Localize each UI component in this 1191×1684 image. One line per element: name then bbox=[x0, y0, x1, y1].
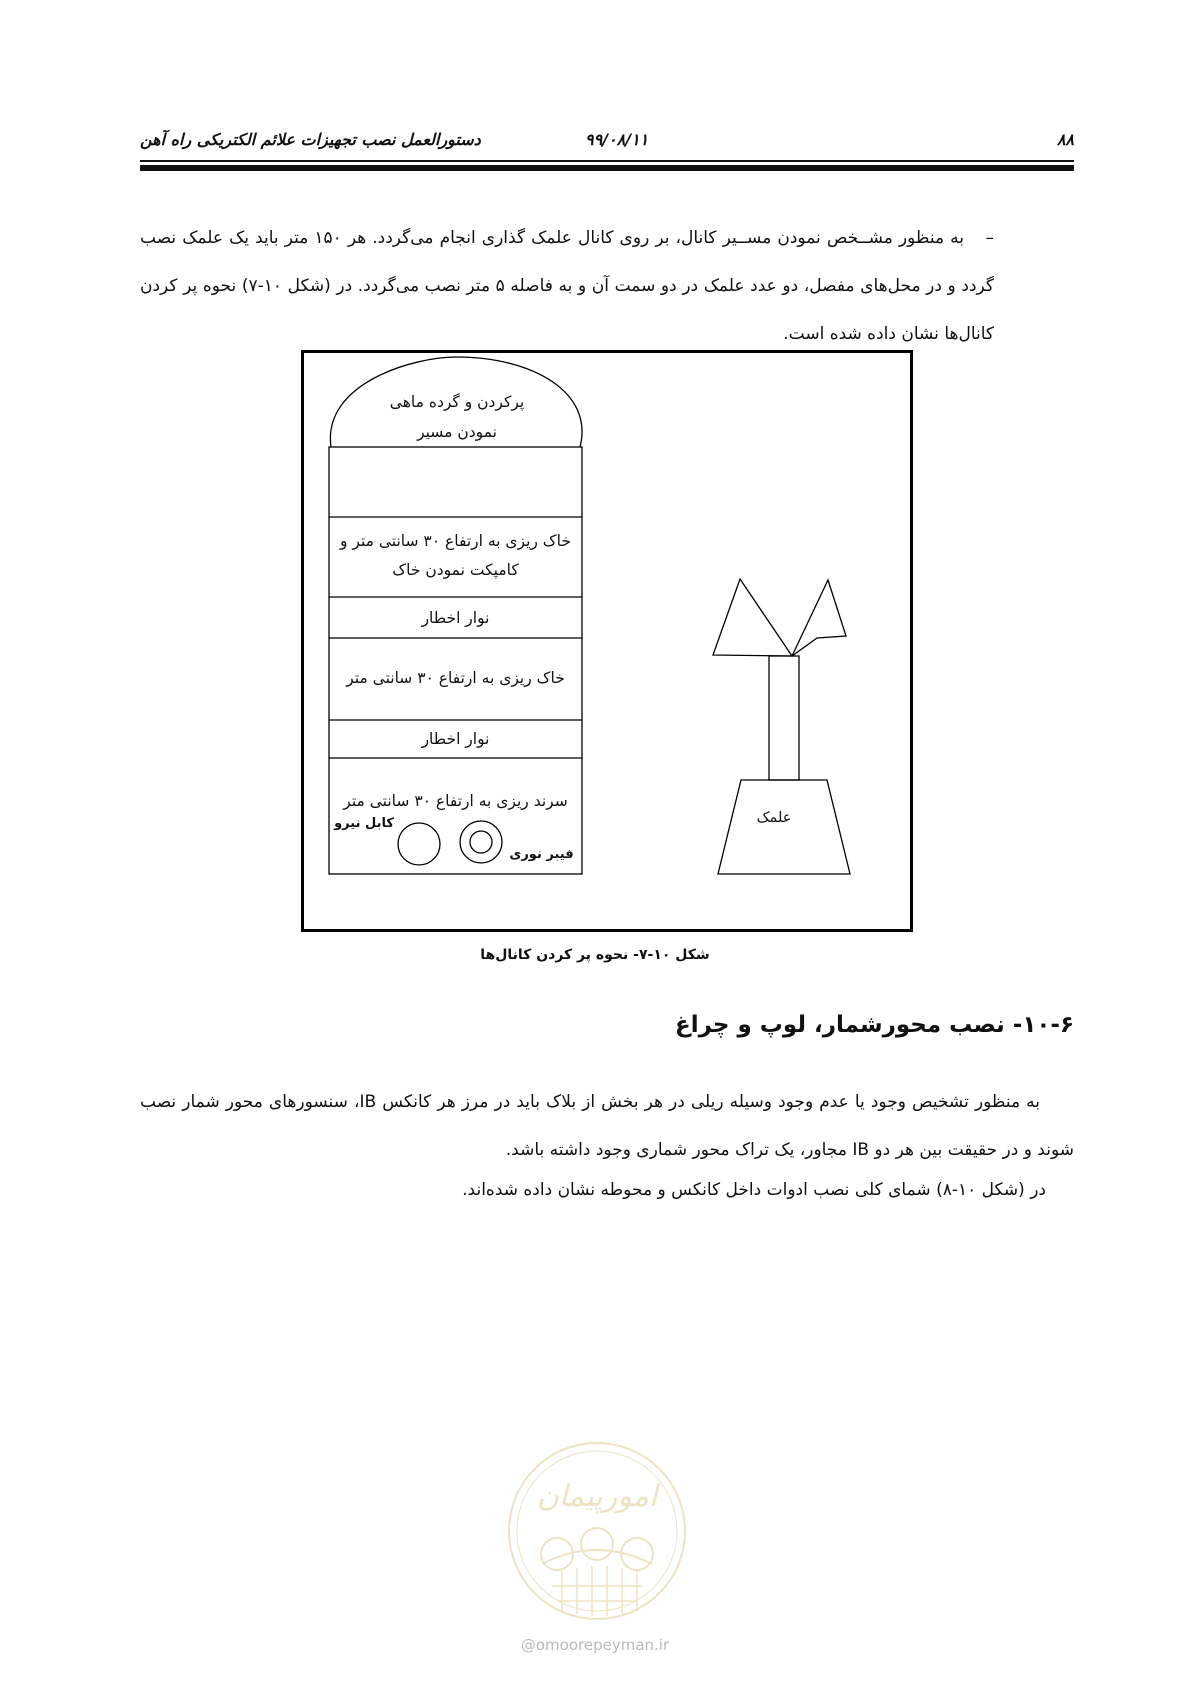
warning-tape-1-label: نوار اخطار bbox=[421, 609, 490, 627]
watermark-logo-text: امورپیمان bbox=[536, 1479, 658, 1514]
body-paragraph-2: به منظور تشخیص وجود یا عدم وجود وسیله ریلی در هر بخش از بلاک باید در مرز هر کانکس IB، سنسورهای محور شمار نصب شوند و در حقیقت بین هر دو IB مجاور، یک تراک محور شماری وجود داشته باشد. bbox=[140, 1092, 1074, 1160]
figure-caption: شکل ۱۰-۷- نحوه پر کردن کانال‌ها bbox=[480, 947, 710, 963]
power-cable-label: کابل نیرو bbox=[334, 816, 394, 831]
soil-layer-1-line-1: خاک ریزی به ارتفاع ۳۰ سانتی متر و bbox=[340, 532, 571, 550]
header-rule-thin bbox=[140, 160, 1074, 162]
soil-layer-1-line-2: کامپکت نمودن خاک bbox=[392, 561, 519, 579]
fiber-optic-inner-circle bbox=[470, 831, 492, 853]
page-number: ۸۸ bbox=[1056, 130, 1074, 149]
sand-layer-label: سرند ریزی به ارتفاع ۳۰ سانتی متر bbox=[343, 792, 568, 810]
channel-filling-figure bbox=[301, 350, 913, 932]
fiber-optic-outer-circle bbox=[460, 821, 502, 863]
dome-label-2: نمودن مسیر bbox=[417, 423, 497, 441]
section-heading: ۱۰-۶- نصب محورشمار، لوپ و چراغ bbox=[675, 1012, 1074, 1038]
intro-paragraph-text: به منظور مشــخص نمودن مســیر کانال، بر روی کانال علمک گذاری انجام می‌گردد. هر ۱۵۰ متر باید یک علمک نصب گردد و در محل‌های مفصل، دو عدد علمک در دو سمت آن و به فاصله ۵ متر نصب می‌گردد. در (شکل ۱۰-۷) نحوه پر کردن کانال‌ها نشان داده شده است. bbox=[140, 228, 994, 344]
header-title: دستورالعمل نصب تجهیزات علائم الکتریکی راه آهن bbox=[140, 130, 481, 149]
marker-plate bbox=[713, 579, 792, 656]
marker-post bbox=[769, 656, 799, 780]
body-paragraph-3: در (شکل ۱۰-۸) شمای کلی نصب ادوات داخل کانکس و محوطه نشان داده شده‌اند. bbox=[462, 1180, 1046, 1200]
warning-tape-2-label: نوار اخطار bbox=[421, 730, 490, 748]
marker-label: علمک bbox=[756, 810, 792, 826]
power-cable-circle bbox=[398, 823, 440, 865]
bullet-dash: – bbox=[985, 228, 994, 248]
header-date: ۹۹/۰۸/۱۱ bbox=[585, 130, 649, 149]
page-header bbox=[140, 128, 1074, 154]
soil-layer-2-label: خاک ریزی به ارتفاع ۳۰ سانتی متر bbox=[346, 669, 565, 687]
marker-plate-fold bbox=[792, 580, 846, 656]
intro-paragraph bbox=[140, 214, 994, 358]
fiber-optic-label: فیبر نوری bbox=[509, 847, 574, 862]
watermark-logo-icon bbox=[502, 1436, 692, 1626]
watermark-url: @omoorepeyman.ir bbox=[520, 1636, 670, 1654]
dome-label-1: پرکردن و گرده ماهی bbox=[389, 393, 525, 411]
header-rule-thick bbox=[140, 165, 1074, 171]
